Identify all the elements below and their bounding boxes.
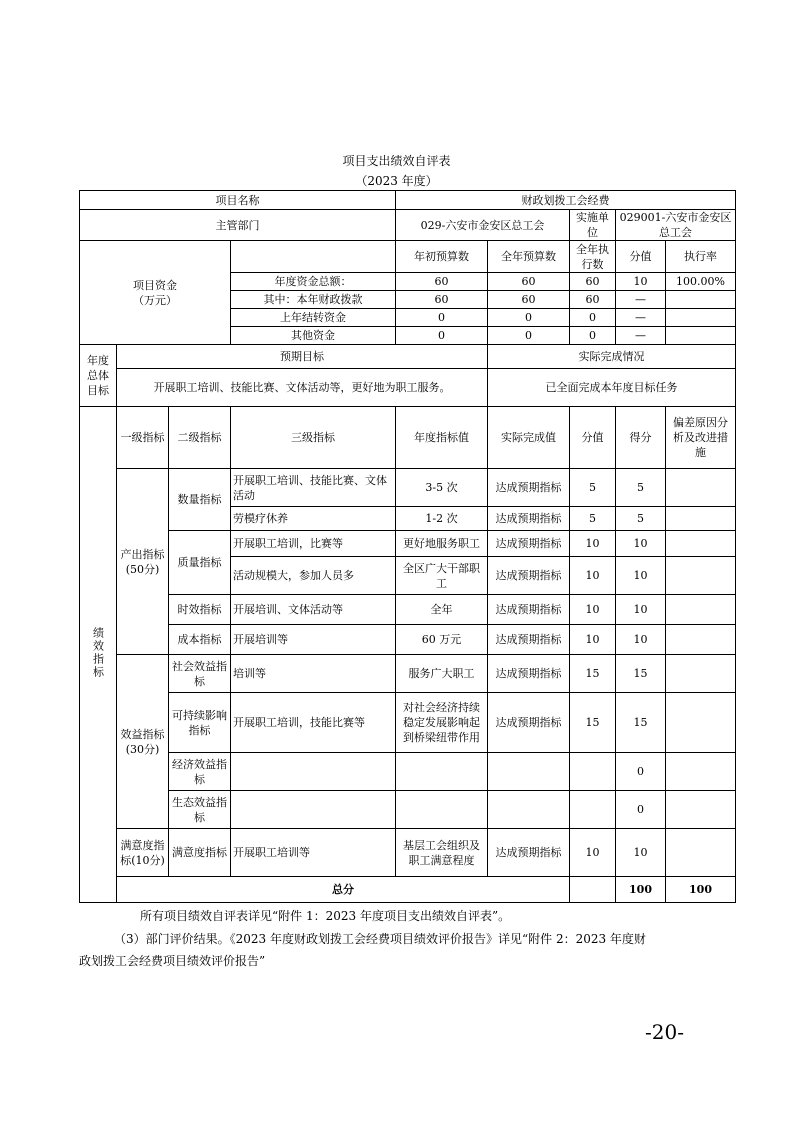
score-cell: 15 [570,693,616,753]
actual-cell [488,791,570,829]
score-cell [570,753,616,791]
qty-label: 数量指标 [169,469,231,531]
target-cell: 更好地服务职工 [396,531,488,557]
actual-cell: 达成预期指标 [488,655,570,693]
l3-cell: 开展职工培训等 [231,829,396,877]
note-cell [666,753,736,791]
note-cell [666,531,736,557]
quality-label: 质量指标 [169,531,231,595]
funds-cell: 0 [396,327,488,345]
score-cell: 10 [570,625,616,655]
got-cell: 10 [616,625,666,655]
l3-cell: 培训等 [231,655,396,693]
funds-cell: 10 [616,273,666,291]
total-label: 总分 [117,877,570,903]
actual-cell [488,753,570,791]
project-name-value: 财政划拨工会经费 [396,191,736,210]
funds-cell: — [616,309,666,327]
funds-cell: 0 [396,309,488,327]
actual-cell: 达成预期指标 [488,829,570,877]
funds-cell: 60 [396,273,488,291]
target-cell: 全区广大干部职工 [396,557,488,595]
actual-cell: 达成预期指标 [488,507,570,531]
score-cell: 5 [570,507,616,531]
score-cell: 15 [570,655,616,693]
funds-cell [666,309,736,327]
note-cell [666,469,736,507]
actual-cell: 达成预期指标 [488,595,570,625]
l3-cell: 开展职工培训、技能比赛、文体活动 [231,469,396,507]
got-cell: 10 [616,595,666,625]
funds-header-blank [231,241,396,273]
actual-goal-text: 已全面完成本年度目标任务 [488,369,736,407]
note-cell [666,507,736,531]
total-got: 100 [666,877,736,903]
note-cell [666,557,736,595]
funds-cell: 0 [570,309,616,327]
l3-cell [231,753,396,791]
target-cell: 全年 [396,595,488,625]
funds-cell: 0 [570,327,616,345]
actual-cell: 达成预期指标 [488,625,570,655]
funds-cell: 0 [488,309,570,327]
perf-header-7: 得分 [616,407,666,469]
perf-header-4: 年度指标值 [396,407,488,469]
social-label: 社会效益指标 [169,655,231,693]
performance-table [79,190,736,903]
table-subtitle: （2023 年度） [355,174,438,188]
target-cell [396,791,488,829]
score-cell: 10 [570,829,616,877]
funds-header-5: 执行率 [666,241,736,273]
total-blank [570,877,616,903]
perf-header-3: 三级指标 [231,407,396,469]
page-number: -20- [645,1020,684,1044]
got-cell: 5 [616,507,666,531]
target-cell [396,753,488,791]
perf-header-5: 实际完成值 [488,407,570,469]
got-cell: 15 [616,693,666,753]
note-cell [666,791,736,829]
funds-cell: 60 [488,273,570,291]
output-label: 产出指标(50分) [117,469,169,655]
perf-header-1: 一级指标 [117,407,169,469]
funds-cell: 60 [570,291,616,309]
funds-cell [666,291,736,309]
target-cell: 对社会经济持续稳定发展影响起到桥梁纽带作用 [396,693,488,753]
score-cell: 10 [570,595,616,625]
table-title: 项目支出绩效自评表 [342,154,451,168]
note-cell [666,693,736,753]
dept-value: 029-六安市金安区总工会 [396,210,570,241]
satisfaction-label: 满意度指标(10分) [117,829,169,877]
total-score: 100 [616,877,666,903]
score-cell: 10 [570,531,616,557]
funds-row-name: 年度资金总额： [231,273,396,291]
l3-cell: 开展职工培训，比赛等 [231,531,396,557]
cost-label: 成本指标 [169,625,231,655]
l3-cell: 活动规模大，参加人员多 [231,557,396,595]
actual-goal-label: 实际完成情况 [488,345,736,369]
funds-cell: 60 [488,291,570,309]
funds-cell: 60 [570,273,616,291]
got-cell: 5 [616,469,666,507]
dept-label: 主管部门 [80,210,396,241]
target-cell: 服务广大职工 [396,655,488,693]
target-cell: 基层工会组织及职工满意程度 [396,829,488,877]
funds-row-name: 其他资金 [231,327,396,345]
got-cell: 10 [616,829,666,877]
funds-cell: — [616,291,666,309]
actual-cell: 达成预期指标 [488,693,570,753]
score-cell: 5 [570,469,616,507]
body-paragraph-3: 政划拨工会经费项目绩效评价报告” [79,954,266,968]
eco-label: 生态效益指标 [169,791,231,829]
perf-label-text: 绩效指标 [91,626,105,679]
l3-cell: 开展培训、文体活动等 [231,595,396,625]
funds-cell: 60 [396,291,488,309]
target-cell: 60 万元 [396,625,488,655]
l3-cell: 开展职工培训，技能比赛等 [231,693,396,753]
expected-goal-text: 开展职工培训、技能比赛、文体活动等，更好地为职工服务。 [117,369,488,407]
funds-cell [666,327,736,345]
score-cell: 10 [570,557,616,595]
impl-value: 029001-六安市金安区总工会 [616,210,736,241]
funds-header-2: 全年预算数 [488,241,570,273]
got-cell: 0 [616,791,666,829]
benefit-label: 效益指标(30分) [117,655,169,829]
time-label: 时效指标 [169,595,231,625]
target-cell: 1-2 次 [396,507,488,531]
perf-header-6: 分值 [570,407,616,469]
funds-header-3: 全年执行数 [570,241,616,273]
l3-cell [231,791,396,829]
sustain-label: 可持续影响指标 [169,693,231,753]
project-name-label: 项目名称 [80,191,396,210]
target-cell: 3-5 次 [396,469,488,507]
actual-cell: 达成预期指标 [488,469,570,507]
expected-goal-label: 预期目标 [117,345,488,369]
got-cell: 10 [616,557,666,595]
sat2-label: 满意度指标 [169,829,231,877]
note-cell [666,655,736,693]
note-cell [666,625,736,655]
got-cell: 10 [616,531,666,557]
got-cell: 15 [616,655,666,693]
perf-header-2: 二级指标 [169,407,231,469]
funds-cell: 100.00% [666,273,736,291]
perf-header-8: 偏差原因分析及改进措施 [666,407,736,469]
score-cell [570,791,616,829]
l3-cell: 开展培训等 [231,625,396,655]
funds-row-name: 其中：本年财政拨款 [231,291,396,309]
l3-cell: 劳模疗休养 [231,507,396,531]
body-paragraph-2: （3）部门评价结果。《2023 年度财政划拨工会经费项目绩效评价报告》详见“附件 2：2023 年度财 [114,932,646,946]
funds-label: 项目资金 （万元） [80,241,231,345]
note-cell [666,829,736,877]
impl-label: 实施单位 [570,210,616,241]
body-paragraph-1: 所有项目绩效自评表详见“附件 1：2023 年度项目支出绩效自评表”。 [140,909,511,923]
econ-label: 经济效益指标 [169,753,231,791]
perf-label [80,407,117,903]
goals-label: 年度总体目标 [80,345,117,407]
funds-header-4: 分值 [616,241,666,273]
funds-header-1: 年初预算数 [396,241,488,273]
funds-cell: — [616,327,666,345]
actual-cell: 达成预期指标 [488,557,570,595]
actual-cell: 达成预期指标 [488,531,570,557]
funds-cell: 0 [488,327,570,345]
note-cell [666,595,736,625]
got-cell: 0 [616,753,666,791]
funds-row-name: 上年结转资金 [231,309,396,327]
